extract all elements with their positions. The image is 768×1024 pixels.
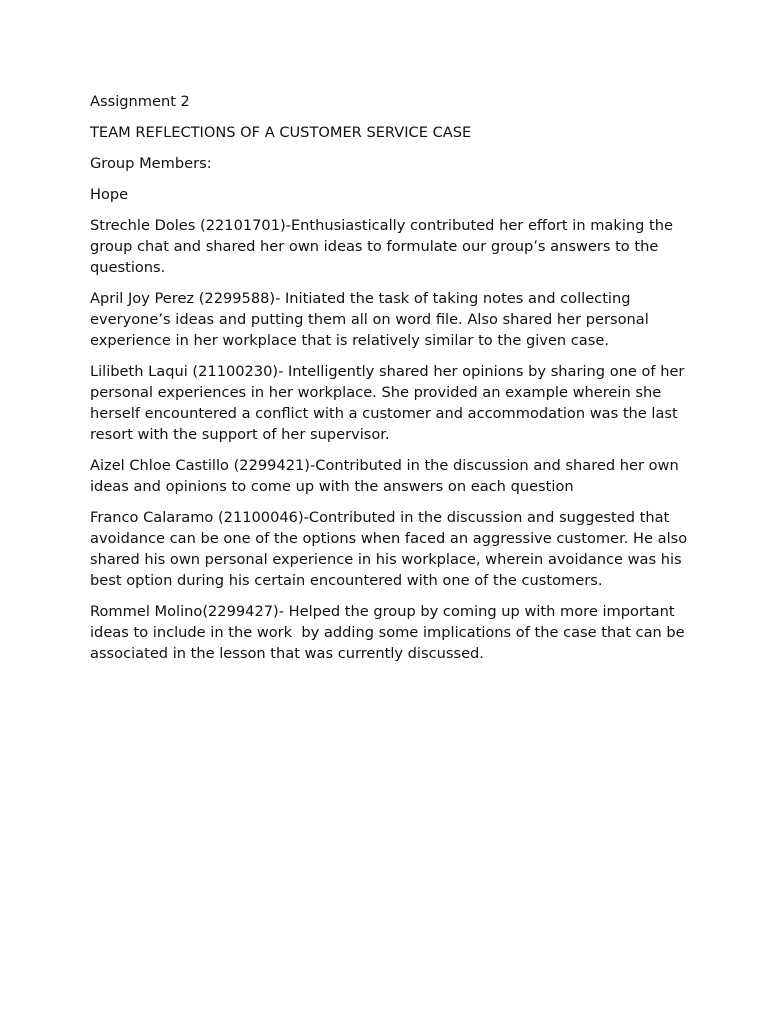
member-paragraph-aizel-chloe-castillo: Aizel Chloe Castillo (2299421)-Contributed in the discussion and shared her own ideas and opinions to come up with the answers on each question: [90, 457, 684, 495]
group-members-label: Group Members:: [90, 155, 212, 172]
member-paragraph-lilibeth-laqui: Lilibeth Laqui (21100230)- Intelligently shared her opinions by sharing one of her personal experiences in her workplace. She provided an example wherein she herself encountered a conflict with a customer and accommodation was the last resort with the support of her supervisor.: [90, 363, 690, 443]
group-name: Hope: [90, 186, 129, 203]
assignment-heading: Assignment 2: [90, 93, 190, 110]
member-paragraph-rommel-molino: Rommel Molino(2299427)- Helped the group by coming up with more important ideas to include in the work by adding some implications of the case that can be associated in the lesson that was currently discussed.: [90, 603, 690, 662]
document-title: TEAM REFLECTIONS OF A CUSTOMER SERVICE CASE: [90, 124, 472, 141]
member-paragraph-strechle-doles: Strechle Doles (22101701)-Enthusiastically contributed her effort in making the group chat and shared her own ideas to formulate our group’s answers to the questions.: [90, 217, 678, 276]
member-paragraph-april-joy-perez: April Joy Perez (2299588)- Initiated the task of taking notes and collecting everyone’s ideas and putting them all on word file. Also shared her personal experience in her workplace that is relatively similar to the given case.: [90, 290, 654, 349]
document-page: [90, 91, 690, 674]
member-paragraph-franco-calaramo: Franco Calaramo (21100046)-Contributed in the discussion and suggested that avoidance can be one of the options when faced an aggressive customer. He also shared his own personal experience in his workplace, wherein avoidance was his best option during his certain encountered with one of the customers.: [90, 509, 692, 589]
